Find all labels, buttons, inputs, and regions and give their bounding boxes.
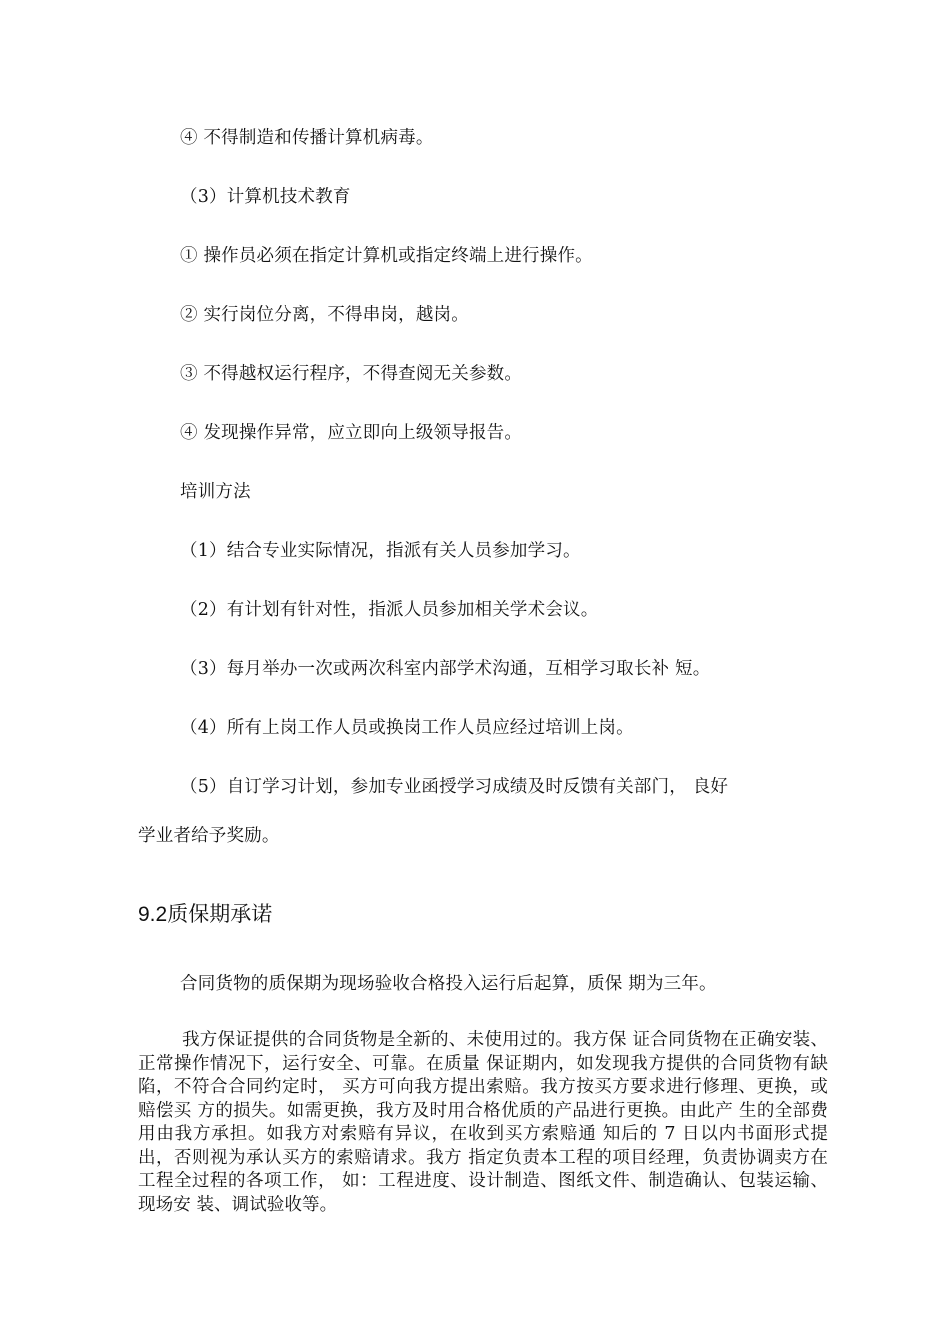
list-item-continuation: 学业者给予奖励。 xyxy=(138,826,280,846)
list-item: （2）有计划有针对性，指派人员参加相关学术会议。 xyxy=(180,600,599,620)
subsection-heading: 培训方法 xyxy=(180,482,251,502)
section-heading xyxy=(138,900,272,929)
list-item: ④ 不得制造和传播计算机病毒。 xyxy=(180,128,434,148)
list-item: ④ 发现操作异常，应立即向上级领导报告。 xyxy=(180,423,523,443)
subsection-heading: （3）计算机技术教育 xyxy=(180,187,351,207)
list-item: （5）自订学习计划，参加专业函授学习成绩及时反馈有关部门， 良好 xyxy=(180,777,729,797)
list-item: ③ 不得越权运行程序，不得查阅无关参数。 xyxy=(180,364,523,384)
paragraph: 我方保证提供的合同货物是全新的、未使用过的。我方保 证合同货物在正确安装、正常操作情况下，运行安全、可靠。在质量 保证期内，如发现我方提供的合同货物有缺陷，不符合合同约定时， 买方可向我方提出索赔。我方按买方要求进行修理、更换，或赔偿买 方的损失。如需更换，我方及时用合格优质的产品进行更换。由此产 生的全部费用由我方承担。如我方对索赔有异议，在收到买方索赔通 知后的 7 日以内书面形式提出，否则视为承认买方的索赔请求。我方 指定负责本工程的项目经理，负责协调卖方在工程全过程的各项工作， 如：工程进度、设计制造、图纸文件、制造确认、包装运输、现场安 装、调试验收等。 xyxy=(138,1030,828,1215)
section-title: 质保期承诺 xyxy=(167,902,273,926)
list-item: （1）结合专业实际情况，指派有关人员参加学习。 xyxy=(180,541,581,561)
list-item: （4）所有上岗工作人员或换岗工作人员应经过培训上岗。 xyxy=(180,718,634,738)
section-number: 9.2 xyxy=(138,903,168,926)
list-item: ② 实行岗位分离，不得串岗，越岗。 xyxy=(180,305,469,325)
list-item: ① 操作员必须在指定计算机或指定终端上进行操作。 xyxy=(180,246,593,266)
paragraph: 合同货物的质保期为现场验收合格投入运行后起算，质保 期为三年。 xyxy=(180,974,717,994)
list-item: （3）每月举办一次或两次科室内部学术沟通，互相学习取长补 短。 xyxy=(180,659,711,679)
